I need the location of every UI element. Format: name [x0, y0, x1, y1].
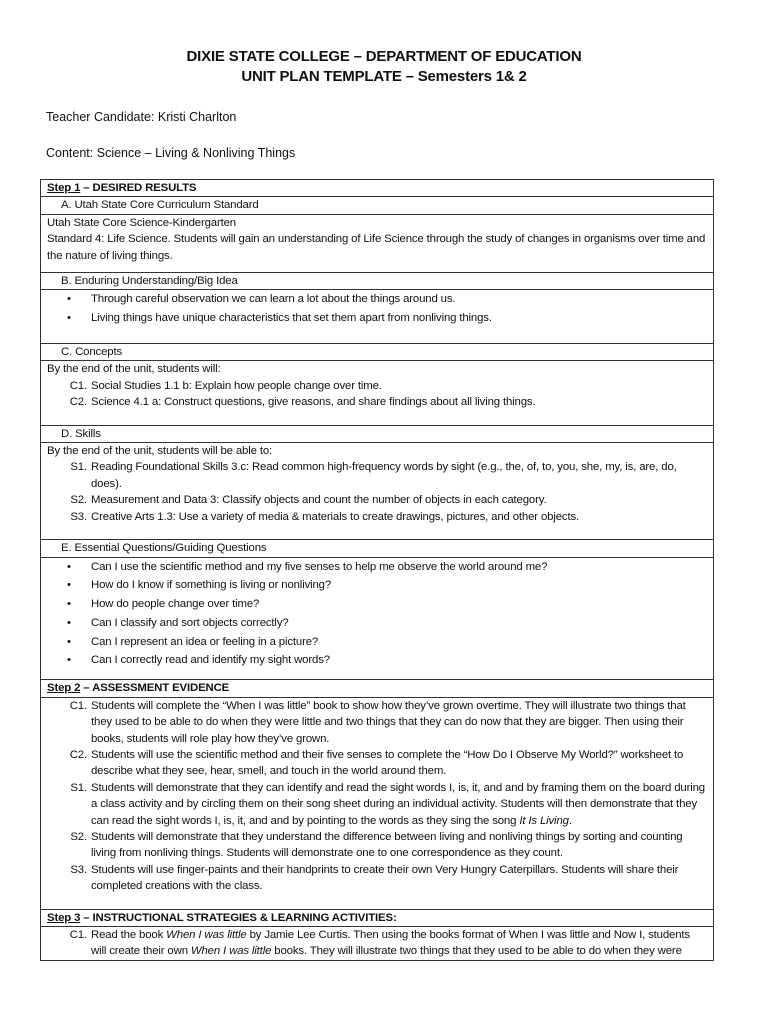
- assessment-item: S1. Students will demonstrate that they can identify and read the sight words I, is, it, and and by framing them on the board during a class activity and by circling them on their song sheet during an individual activity. Students will then demonstrate that they can read the sight words I, is, it, and and by pointing to the words as they sing the song It Is Living.: [70, 781, 705, 827]
- step3-heading: [41, 910, 713, 927]
- big-idea-item: • Living things have unique characteristics that set them apart from nonliving things.: [47, 310, 707, 326]
- skill-item: S3. Creative Arts 1.3: Use a variety of media & materials to create drawings, pictures, and other objects.: [70, 510, 580, 523]
- skills-intro: By the end of the unit, students will be able to:: [47, 445, 273, 458]
- step2-title: – ASSESSMENT EVIDENCE: [80, 682, 230, 695]
- skill-item: S1. Reading Foundational Skills 3.c: Read common high-frequency words by sight (e.g., the, of, to, you, she, my, is, are, do, does).: [70, 461, 677, 490]
- step3-body: [41, 927, 713, 960]
- guiding-question: • Can I use the scientific method and my five senses to help me observe the world around me?: [47, 559, 707, 575]
- assessment-item: C2. Students will use the scientific method and their five senses to complete the “How Do I Observe My World?” worksheet to describe what they see, hear, smell, and touch in the world around them.: [69, 748, 684, 778]
- guiding-question: • Can I represent an idea or feeling in a picture?: [47, 634, 707, 650]
- guiding-question: • How do I know if something is living or nonliving?: [47, 577, 707, 593]
- unit-plan-table: [40, 179, 714, 961]
- content-line: Content: Science – Living & Nonliving Things: [46, 146, 296, 160]
- standard-4-line: Standard 4: Life Science. Students will gain an understanding of Life Science through the study of changes in organisms over time and the nature of living things.: [47, 233, 706, 262]
- activity-item: C1. Read the book When I was little by Jamie Lee Curtis. Then using the books format of When I was little and Now I, students will create their own When I was little books. They will illustrate two things that they used to be able to do when they were: [69, 928, 690, 958]
- core-science-line: Utah State Core Science-Kindergarten: [47, 216, 236, 229]
- college-title: DIXIE STATE COLLEGE – DEPARTMENT OF EDUCATION: [186, 48, 582, 65]
- step3-label: Step 3: [47, 911, 81, 924]
- step1-heading: [41, 180, 713, 197]
- section-d-body: [41, 443, 713, 540]
- document-header: [0, 47, 768, 87]
- section-b-title: B. Enduring Understanding/Big Idea: [41, 273, 713, 290]
- concept-item: C2. Science 4.1 a: Construct questions, give reasons, and share findings about all living things.: [69, 396, 536, 409]
- guiding-question: • Can I correctly read and identify my sight words?: [47, 652, 707, 668]
- assessment-item: S2. Students will demonstrate that they understand the difference between living and nonliving things by sorting and counting living from nonliving things. Students will demonstrate one to one correspondence as they count.: [70, 830, 683, 860]
- concepts-intro: By the end of the unit, students will:: [47, 363, 221, 376]
- section-c-body: [41, 361, 713, 425]
- section-a-title: A. Utah State Core Curriculum Standard: [41, 197, 713, 214]
- section-e-body: [41, 559, 713, 681]
- guiding-question: • Can I classify and sort objects correctly?: [47, 615, 707, 631]
- section-c-title: C. Concepts: [41, 344, 713, 361]
- step3-title: – INSTRUCTIONAL STRATEGIES & LEARNING ACTIVITIES:: [80, 911, 397, 924]
- guiding-question: • How do people change over time?: [47, 596, 707, 612]
- step1-label: Step 1: [47, 182, 81, 194]
- teacher-candidate: Teacher Candidate: Kristi Charlton: [46, 110, 237, 124]
- step2-body: [41, 698, 713, 910]
- step2-heading: [41, 680, 713, 697]
- step2-label: Step 2: [47, 682, 81, 695]
- big-idea-item: • Through careful observation we can learn a lot about the things around us.: [47, 291, 707, 307]
- template-title: UNIT PLAN TEMPLATE – Semesters 1& 2: [241, 68, 527, 85]
- section-a-body: [41, 215, 713, 273]
- skill-item: S2. Measurement and Data 3: Classify objects and count the number of objects in each category.: [70, 494, 547, 507]
- assessment-item: C1. Students will complete the “When I was little” book to show how they’ve grown overtime. They will illustrate two things that they used to be able to do when they were little and two things that they can do now that they are bigger. Then using their books, students will role play how they’ve grown.: [69, 699, 686, 745]
- concept-item: C1. Social Studies 1.1 b: Explain how people change over time.: [69, 379, 382, 392]
- step1-title: – DESIRED RESULTS: [80, 182, 197, 194]
- section-b-body: [41, 291, 713, 344]
- section-e-title: E. Essential Questions/Guiding Questions: [41, 540, 713, 557]
- section-d-title: D. Skills: [41, 426, 713, 443]
- assessment-item: S3. Students will use finger-paints and their handprints to create their own Very Hungry Caterpillars. Students will share their completed creations with the class.: [70, 863, 679, 893]
